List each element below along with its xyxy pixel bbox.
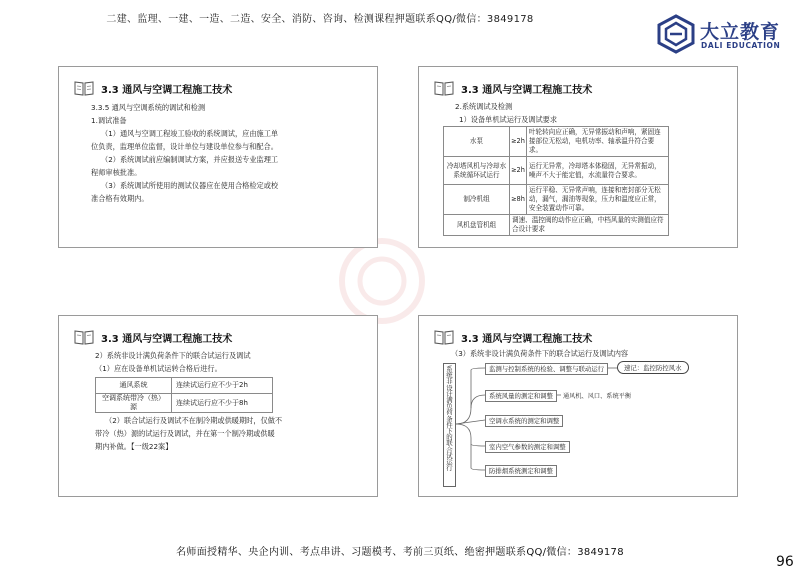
table-cell: 连续试运行应不少于2h (172, 378, 273, 394)
table-cell: 叶轮转向应正确，无异常振动和声响，紧固连接部位无松动，电机功率、轴承温升符合要求。 (526, 127, 668, 157)
slide-2 (418, 66, 738, 248)
paragraph-line: 期内补做。【一级22案】 (95, 442, 173, 451)
vertical-char: 荷 (446, 408, 453, 417)
slide-title: 3.3 通风与空调工程施工技术 (101, 85, 233, 96)
vertical-char: 行 (446, 464, 453, 473)
vertical-char: 联 (446, 439, 453, 448)
table-cell: 水泵 (444, 127, 510, 157)
paragraph-line: （2）联合试运行及调试不在制冷期或供暖期时，仅做不 (105, 416, 283, 425)
table-cell: 冷却塔风机与冷却水系统循环试运行 (444, 157, 510, 185)
vertical-char: 满 (446, 396, 453, 405)
logo-text-en: DALI EDUCATION (701, 41, 781, 50)
vertical-char: 非 (446, 377, 453, 386)
vertical-char: 条 (446, 414, 453, 423)
book-icon (74, 329, 94, 345)
logo-mark-icon (656, 14, 696, 54)
paragraph-line: （1）应在设备单机试运转合格后进行。 (95, 364, 222, 373)
table-cell: 空调系统带冷（热）源 (96, 394, 172, 413)
paragraph-line: 带冷（热）源的试运行及调试，并在第一个制冷期或供暖 (95, 429, 275, 438)
trial-run-table (95, 377, 273, 413)
mindmap-branch: 防排烟系统测定和调整 (485, 465, 557, 477)
table-cell: 运行平稳、无异常声响，连接和密封部分无松动，漏气，漏油等现象，压力和温度应正常，安全装置动作可靠。 (526, 185, 668, 215)
paragraph-line: 位负责，监理单位监督，设计单位与建设单位参与和配合。 (91, 142, 278, 151)
logo (656, 14, 786, 56)
mindmap-connectors (419, 316, 738, 497)
branch-note: 通风机、风口、系统平衡 (563, 393, 632, 400)
slide-item: 1）设备单机试运行及调试要求 (459, 115, 558, 124)
slide-3 (58, 315, 378, 497)
vertical-char: 试 (446, 451, 453, 460)
table-cell: ≥2h (510, 127, 527, 157)
vertical-char: 的 (446, 433, 453, 442)
paragraph-line: （1）通风与空调工程竣工验收的系统调试，应由施工单 (101, 129, 279, 138)
vertical-char: 下 (446, 427, 453, 436)
paragraph-line: 2）系统非设计满负荷条件下的联合试运行及调试 (95, 351, 251, 360)
slide-1 (58, 66, 378, 248)
table-cell: 调速、温控阀的动作应正确，中档风量的实测值应符合设计要求 (510, 215, 669, 236)
table-row (96, 394, 273, 413)
table-row (444, 185, 669, 215)
mindmap-branch: 空调水系统的测定和调整 (485, 415, 563, 427)
mindmap-branch: 监测与控制系统的检验、调整与联动运行 (485, 363, 608, 375)
table-cell: 连续试运行应不少于8h (172, 394, 273, 413)
slide-note (95, 414, 335, 453)
vertical-char: 件 (446, 420, 453, 429)
slide-title: 3.3 通风与空调工程施工技术 (461, 85, 593, 96)
table-cell: ≥8h (510, 185, 527, 215)
vertical-char: 合 (446, 445, 453, 454)
book-icon (434, 80, 454, 96)
bottom-banner: 名师面授精华、央企内训、考点串讲、习题模考、考前三页纸、绝密押题联系QQ/微信：3849178 (176, 547, 624, 558)
paragraph-line: （2）系统调试前应编制调试方案，并应报送专业监理工 (101, 155, 279, 164)
mnemonic-callout: 速记：监控防控风水 (617, 361, 689, 374)
mindmap-branch: 系统风量的测定和调整 (485, 390, 557, 402)
paragraph-line: 1.调试准备 (91, 116, 127, 125)
paragraph-line: （3）系统调试所使用的测试仪器应在使用合格检定或校 (101, 181, 279, 190)
vertical-char: 负 (446, 402, 453, 411)
table-row (444, 215, 669, 236)
vertical-char: 设 (446, 383, 453, 392)
slide-4 (418, 315, 738, 497)
table-cell: 运行无异常，冷却塔本体稳固，无异常振动，噪声不大于能定值，水流量符合要求。 (526, 157, 668, 185)
slide-body (91, 101, 321, 205)
top-banner: 二建、监理、一建、一造、二造、安全、消防、咨询、检测课程押题联系QQ/微信：3849178 (106, 14, 534, 25)
paragraph-line: （3）系统非设计满负荷条件下的联合试运行及调试内容 (451, 349, 629, 358)
table-row (96, 378, 273, 394)
table-cell: 风机盘管机组 (444, 215, 510, 236)
equipment-table (443, 126, 669, 236)
table-cell: 通风系统 (96, 378, 172, 394)
table-row (444, 157, 669, 185)
book-icon (74, 80, 94, 96)
table-row (444, 127, 669, 157)
paragraph-line: 程师审核批准。 (91, 168, 142, 177)
watermark-icon (282, 236, 482, 326)
mindmap-branch: 室内空气参数的测定和调整 (485, 441, 570, 453)
vertical-char: 系 (446, 365, 453, 373)
slide-title: 3.3 通风与空调工程施工技术 (461, 334, 593, 345)
vertical-char: 统 (446, 371, 453, 380)
slide-title: 3.3 通风与空调工程施工技术 (101, 334, 233, 345)
table-cell: 制冷机组 (444, 185, 510, 215)
slide-subtitle: 2.系统调试及检测 (455, 102, 513, 111)
page-number: 96 (776, 554, 794, 566)
section-heading: 3.3.5 通风与空调系统的调试和检测 (91, 103, 206, 112)
vertical-char: 运 (446, 458, 453, 467)
table-cell: ≥2h (510, 157, 527, 185)
logo-text-cn: 大立教育 (700, 21, 781, 43)
paragraph-line: 准合格有效期内。 (91, 194, 149, 203)
vertical-char: 计 (446, 389, 453, 398)
